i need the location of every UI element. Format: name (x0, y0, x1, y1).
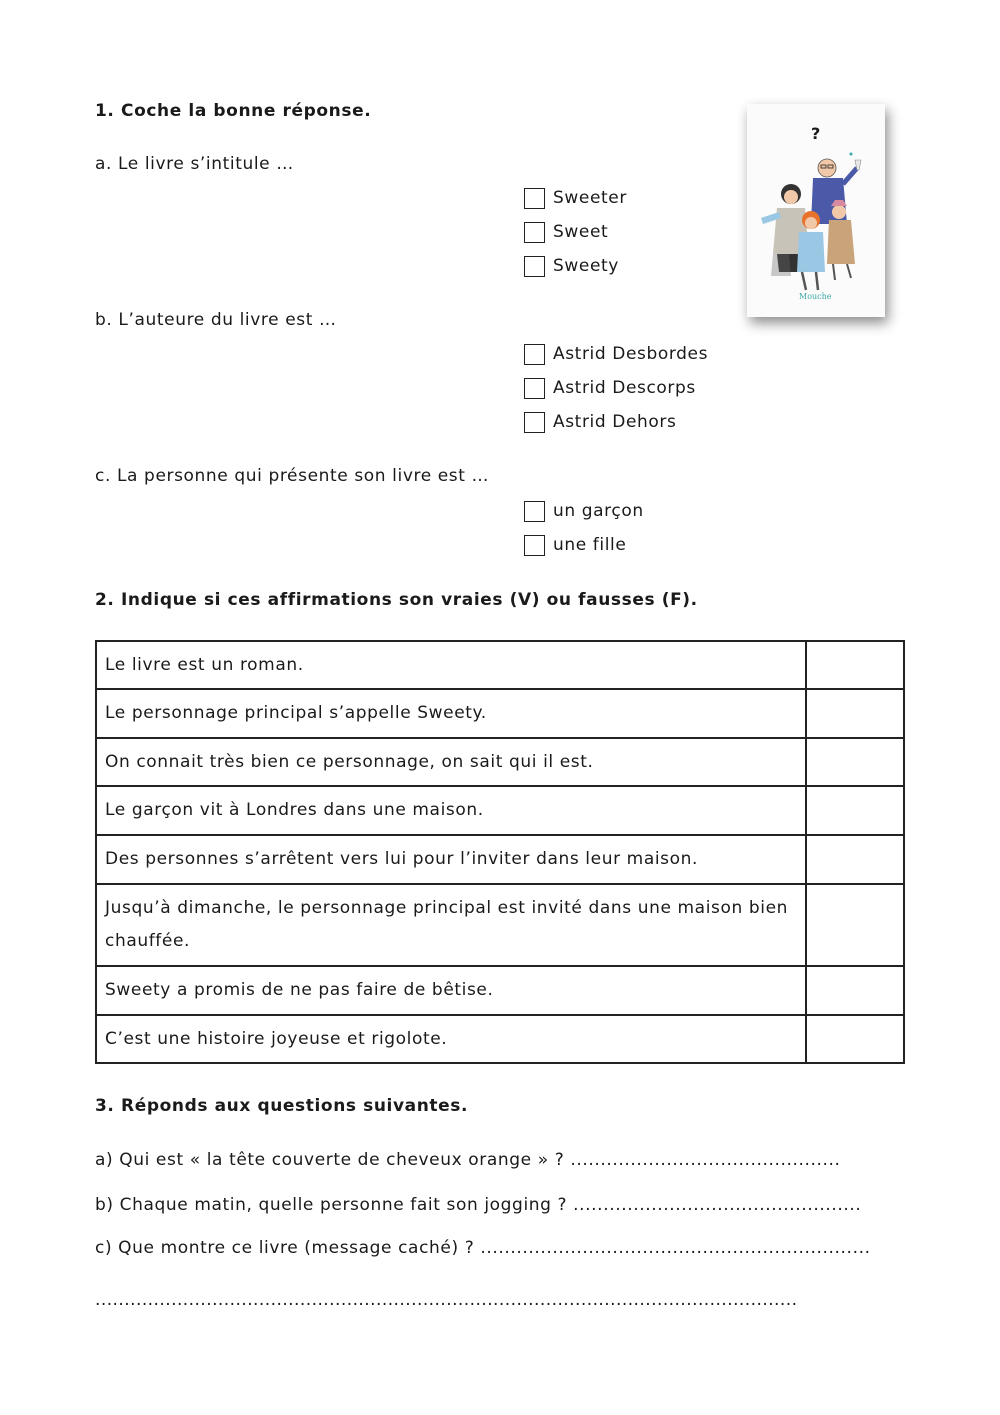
table-row (96, 1015, 904, 1063)
answer-line[interactable]: ............................................. (570, 1150, 841, 1170)
checkbox[interactable] (524, 535, 545, 556)
option-label: Astrid Desbordes (553, 344, 709, 364)
answer-cell[interactable] (806, 786, 904, 835)
question-text: b) Chaque matin, quelle personne fait son jogging ? (95, 1195, 574, 1215)
option-label: Astrid Dehors (553, 412, 677, 432)
q1b-option-dehors[interactable] (524, 410, 676, 434)
option-label: un garçon (553, 501, 644, 521)
cover-question-mark: ? (811, 124, 821, 143)
q1c-option-fille[interactable] (524, 533, 626, 557)
statement-cell: Jusqu’à dimanche, le personnage principal est invité dans une maison bien chauffée. (96, 884, 806, 966)
answer-cell[interactable] (806, 689, 904, 738)
statement-cell: C’est une histoire joyeuse et rigolote. (96, 1015, 806, 1063)
q1b-option-desbordes[interactable] (524, 342, 708, 366)
q1a-option-sweety[interactable] (524, 254, 619, 278)
table-row (96, 884, 904, 966)
checkbox[interactable] (524, 412, 545, 433)
statement-cell: Des personnes s’arrêtent vers lui pour l’inviter dans leur maison. (96, 835, 806, 884)
q1c-prompt: c. La personne qui présente son livre est … (95, 466, 490, 486)
option-label: Sweet (553, 222, 609, 242)
q1a-prompt: a. Le livre s’intitule … (95, 154, 294, 174)
statement-cell: Le personnage principal s’appelle Sweety. (96, 689, 806, 738)
option-label: Sweety (553, 256, 619, 276)
option-label: Sweeter (553, 188, 627, 208)
answer-line[interactable]: ................................................................. (480, 1238, 871, 1258)
q1-title: 1. Coche la bonne réponse. (95, 101, 372, 121)
table-row (96, 641, 904, 689)
q1b-option-descorps[interactable] (524, 376, 696, 400)
true-false-table (95, 640, 905, 1064)
q3a-question (95, 1150, 841, 1170)
statement-cell: Sweety a promis de ne pas faire de bêtise. (96, 966, 806, 1015)
q2-title: 2. Indique si ces affirmations son vraies (V) ou fausses (F). (95, 590, 698, 610)
q3c-question (95, 1238, 871, 1258)
table-row (96, 966, 904, 1015)
question-text: c) Que montre ce livre (message caché) ? (95, 1238, 481, 1258)
answer-line[interactable]: ................................................ (573, 1195, 862, 1215)
answer-cell[interactable] (806, 738, 904, 786)
cover-illustration (747, 104, 885, 317)
statement-cell: Le garçon vit à Londres dans une maison. (96, 786, 806, 835)
statement-cell: Le livre est un roman. (96, 641, 806, 689)
checkbox[interactable] (524, 256, 545, 277)
cover-publisher-logo: Mouche (799, 292, 832, 301)
q1a-option-sweet[interactable] (524, 220, 608, 244)
answer-cell[interactable] (806, 835, 904, 884)
statement-cell: On connait très bien ce personnage, on sait qui il est. (96, 738, 806, 786)
answer-cell[interactable] (806, 641, 904, 689)
q3-title: 3. Réponds aux questions suivantes. (95, 1096, 469, 1116)
checkbox[interactable] (524, 378, 545, 399)
table-row (96, 786, 904, 835)
table-row (96, 689, 904, 738)
q1a-option-sweeter[interactable] (524, 186, 627, 210)
table-row (96, 835, 904, 884)
checkbox[interactable] (524, 344, 545, 365)
q1b-prompt: b. L’auteure du livre est … (95, 310, 337, 330)
q1c-option-garcon[interactable] (524, 499, 644, 523)
option-label: une fille (553, 535, 627, 555)
option-label: Astrid Descorps (553, 378, 696, 398)
answer-cell[interactable] (806, 966, 904, 1015)
answer-cell[interactable] (806, 1015, 904, 1063)
q3b-question (95, 1195, 861, 1215)
answer-cell[interactable] (806, 884, 904, 966)
book-cover (747, 104, 885, 317)
checkbox[interactable] (524, 222, 545, 243)
checkbox[interactable] (524, 188, 545, 209)
question-text: a) Qui est « la tête couverte de cheveux orange » ? (95, 1150, 571, 1170)
table-row (96, 738, 904, 786)
q3c-extra-answer-line[interactable]: ........................................................................................................................ (95, 1290, 798, 1310)
checkbox[interactable] (524, 501, 545, 522)
